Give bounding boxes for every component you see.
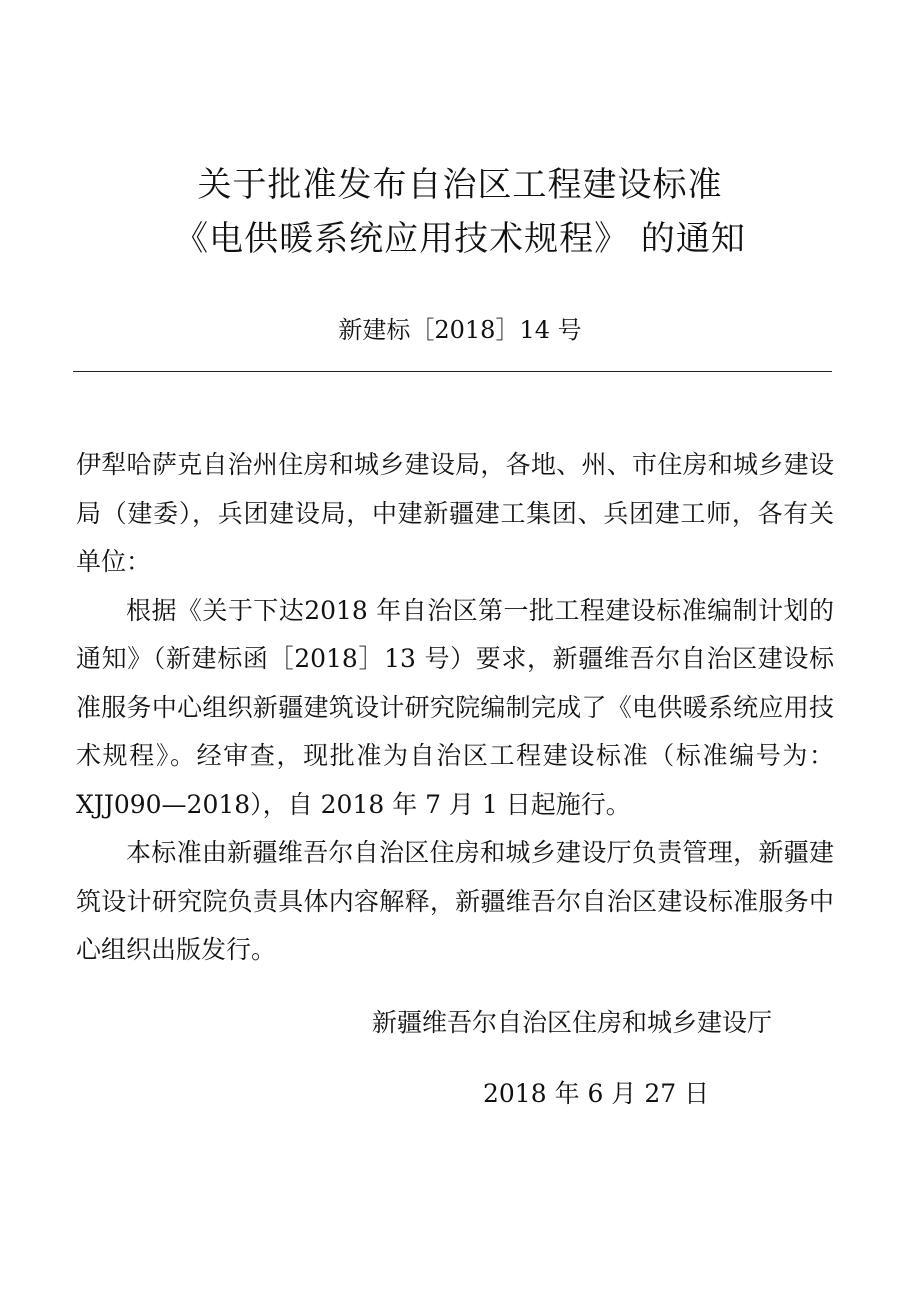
header-divider	[73, 371, 832, 372]
issue-date: 2018 年 6 月 27 日	[483, 1079, 710, 1108]
issuing-authority: 新疆维吾尔自治区住房和城乡建设厅	[372, 1008, 773, 1037]
notice-title	[0, 158, 920, 266]
addressee-paragraph: 伊犁哈萨克自治州住房和城乡建设局，各地、州、市住房和城乡建设局（建委），兵团建设局，中建新疆建工集团、兵团建工师，各有关单位：	[76, 450, 834, 576]
document-number: 新建标［2018］14 号	[338, 316, 582, 344]
title-line-2: 《电供暖系统应用技术规程》 的通知	[174, 219, 746, 259]
body-paragraph-1: 根据《关于下达2018 年自治区第一批工程建设标准编制计划的通知》（新建标函［2018］13 号）要求，新疆维吾尔自治区建设标准服务中心组织新疆建筑设计研究院编制完成了《电供暖系统应用技术规程》。经审查，现批准为自治区工程建设标准（标准编号为：XJJ090—2018），自 2018 年 7 月 1 日起施行。	[76, 595, 834, 819]
title-line-1: 关于批准发布自治区工程建设标准	[197, 165, 723, 205]
notice-body	[76, 441, 834, 975]
body-paragraph-2: 本标准由新疆维吾尔自治区住房和城乡建设厅负责管理，新疆建筑设计研究院负责具体内容解释，新疆维吾尔自治区建设标准服务中心组织出版发行。	[76, 838, 834, 964]
